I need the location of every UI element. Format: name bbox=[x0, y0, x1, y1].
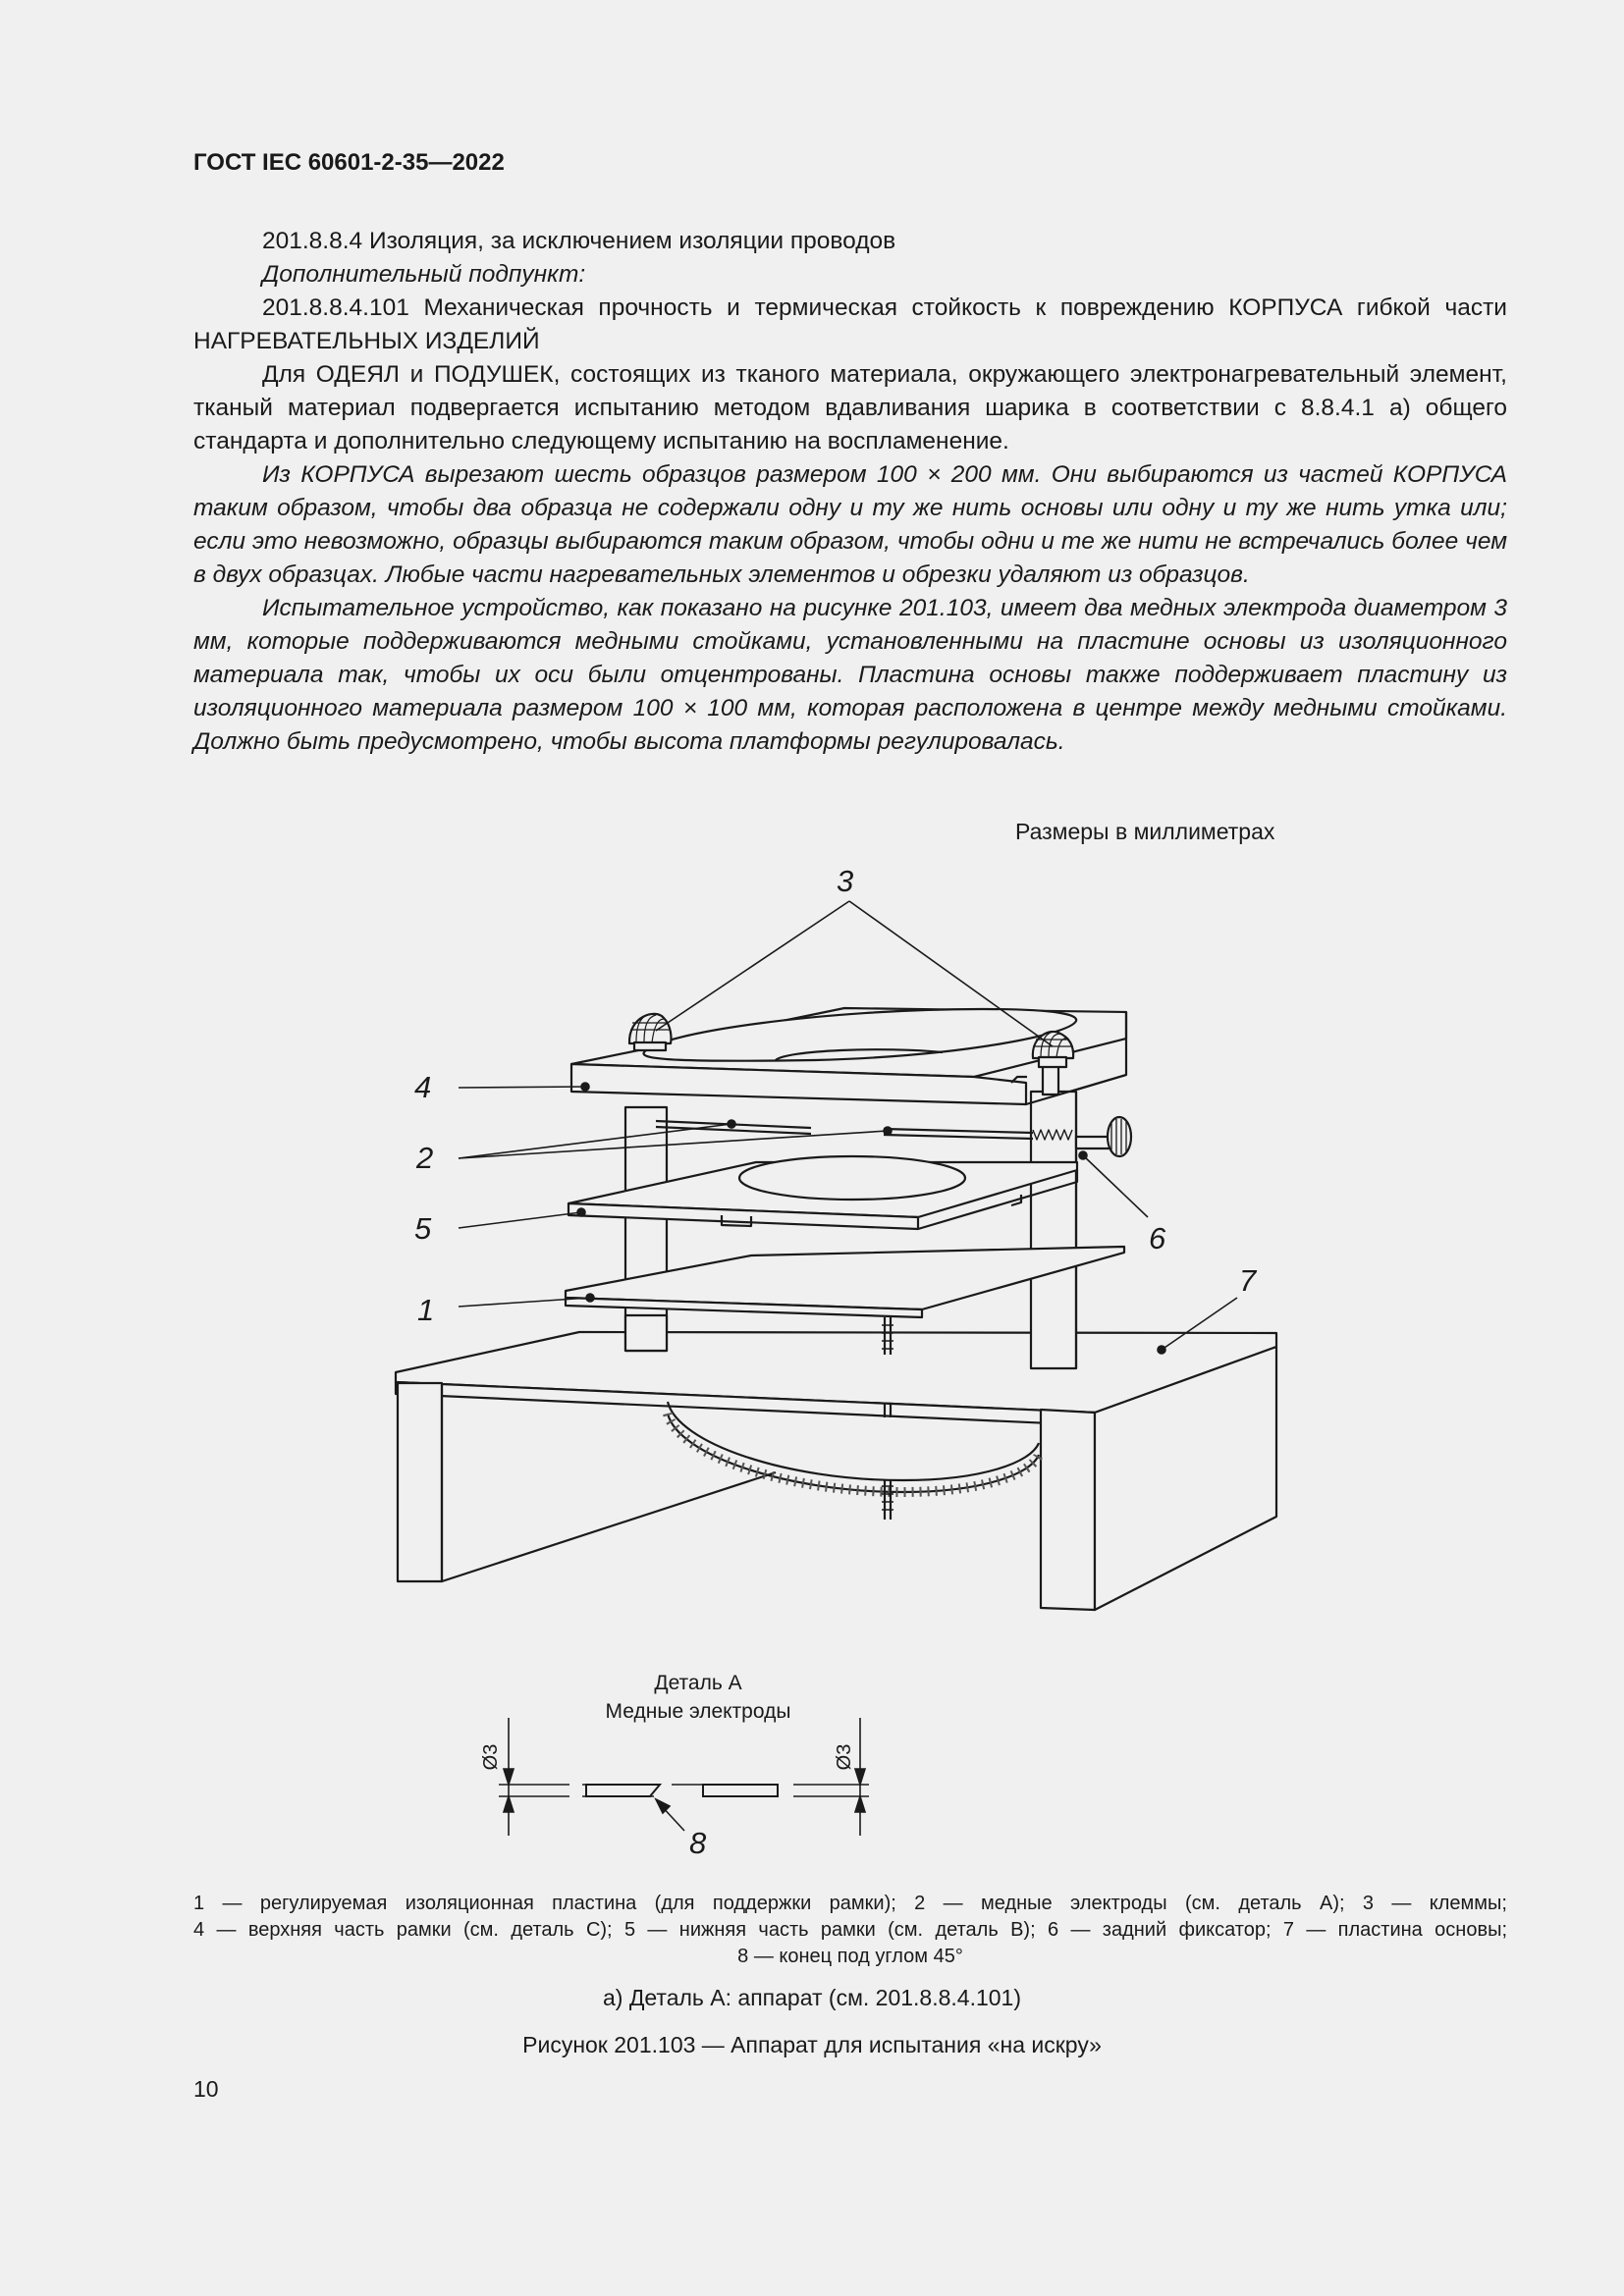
paragraph-blankets: Для ОДЕЯЛ и ПОДУШЕК, состоящих из тканого материала, окружающего электронагревательный элемент, тканый материал подвергается испытанию методом вдавливания шарика в соответствии с 8.8.4.1 a) общего стандарта и дополнительно следующему испытанию на воспламенение. bbox=[193, 361, 1507, 454]
callout-3: 3 bbox=[837, 864, 854, 898]
paragraph-subclause-note: Дополнительный подпункт: bbox=[262, 261, 586, 288]
figure-legend bbox=[193, 1891, 1507, 1970]
legend-line: 8 — конец под углом 45° bbox=[737, 1946, 963, 1967]
detail-title: Деталь А bbox=[654, 1672, 742, 1694]
paragraph-clause: 201.8.8.4 Изоляция, за исключением изоляции проводов bbox=[262, 228, 896, 254]
callout-2: 2 bbox=[416, 1141, 434, 1175]
figure-units-note: Размеры в миллиметрах bbox=[1015, 819, 1275, 844]
figure-caption: Рисунок 201.103 — Аппарат для испытания «на искру» bbox=[522, 2032, 1102, 2057]
legend-line: 1 — регулируемая изоляционная пластина (для поддержки рамки); 2 — медные электроды (см. деталь А); 3 — клеммы; bbox=[193, 1893, 1507, 1914]
left-post bbox=[625, 1107, 667, 1351]
paragraph-apparatus: Испытательное устройство, как показано на рисунке 201.103, имеет два медных электрода диаметром 3 мм, которые поддерживаются медными стойками, установленными на пластине основы из изоляционного материала так, чтобы их оси были отцентрованы. Пластина основы также поддерживает пластину из изоляционного материала размером 100 × 100 мм, которая расположена в центре между медными стойками. Должно быть предусмотрено, чтобы высота платформы регулировалась. bbox=[193, 595, 1507, 755]
callout-5: 5 bbox=[414, 1211, 432, 1246]
dim-left-label: Ø3 bbox=[480, 1743, 502, 1771]
detail-electrodes bbox=[499, 1718, 869, 1836]
base-plate bbox=[396, 1332, 1276, 1610]
callout-8: 8 bbox=[689, 1826, 707, 1860]
legend-line: 4 — верхняя часть рамки (см. деталь С); 5 — нижняя часть рамки (см. деталь В); 6 — задний фиксатор; 7 — пластина основы; bbox=[193, 1919, 1507, 1941]
dim-right-label: Ø3 bbox=[834, 1743, 855, 1771]
callout-1: 1 bbox=[417, 1293, 435, 1327]
callout-6: 6 bbox=[1149, 1221, 1166, 1255]
document-header: ГОСТ IEC 60601-2-35—2022 bbox=[193, 149, 505, 176]
rear-clamp bbox=[1076, 1117, 1131, 1156]
callout-7: 7 bbox=[1239, 1263, 1257, 1298]
electrodes bbox=[656, 1121, 1072, 1140]
paragraph-clause-title: 201.8.8.4.101 Механическая прочность и термическая стойкость к повреждению КОРПУСА гибкой части НАГРЕВАТЕЛЬНЫХ ИЗДЕЛИЙ bbox=[193, 294, 1507, 354]
right-post bbox=[1031, 1065, 1076, 1368]
paragraph-samples: Из КОРПУСА вырезают шесть образцов размером 100 × 200 мм. Они выбираются из частей КОРПУСА таким образом, чтобы два образца не содержали одну и ту же нить основы или одну и ту же нить утка или; если это невозможно, образцы выбираются таким образом, чтобы одни и те же нити не встречались более чем в двух образцах. Любые части нагревательных элементов и обрезки удаляют из образцов. bbox=[193, 461, 1507, 588]
page-number: 10 bbox=[193, 2076, 219, 2102]
callout-4: 4 bbox=[414, 1070, 432, 1104]
figure-subcaption: а) Деталь А: аппарат (см. 201.8.8.4.101) bbox=[602, 1985, 1022, 2010]
detail-subtitle: Медные электроды bbox=[605, 1700, 791, 1723]
